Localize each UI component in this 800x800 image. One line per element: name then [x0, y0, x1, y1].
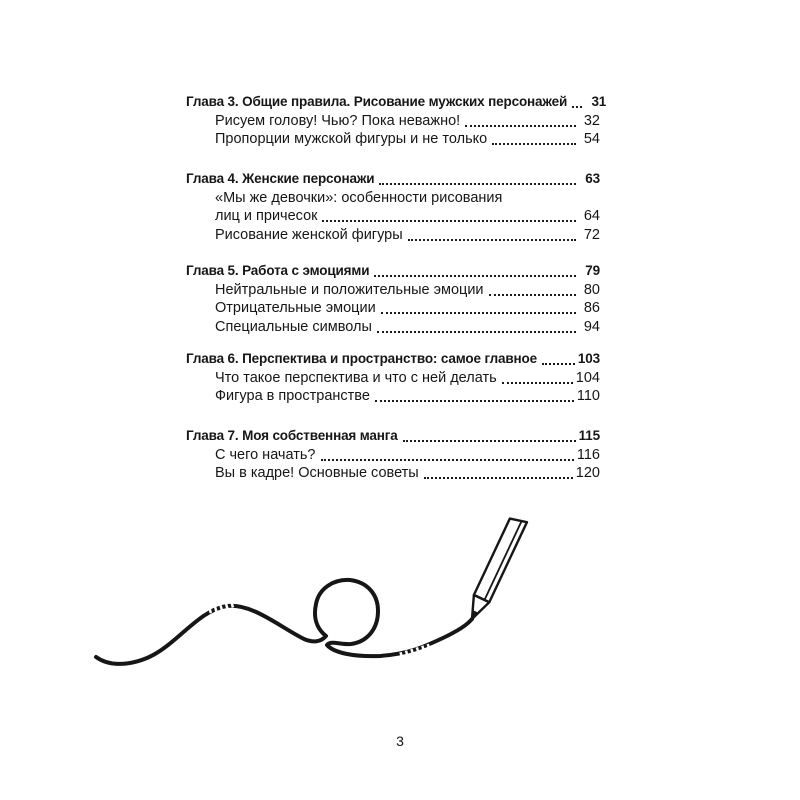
toc-chapter-7: [186, 427, 600, 483]
toc-entry: [186, 318, 600, 337]
toc-entry: [186, 446, 600, 465]
toc-page-number: 64: [583, 208, 600, 224]
toc-chapter-6: [186, 350, 600, 406]
toc-chapter-title: Глава 6. Перспектива и пространство: самое главное: [186, 351, 537, 366]
toc-entry-title: Специальные символы: [215, 318, 372, 335]
toc-entry: [186, 281, 600, 300]
dot-leader: [492, 143, 576, 145]
toc-entry: [186, 369, 600, 388]
squiggle-line: [96, 580, 472, 664]
toc-page-number: 103: [577, 351, 600, 366]
toc-chapter-3: [186, 93, 607, 149]
dot-leader: [322, 220, 576, 222]
dot-leader: [424, 477, 573, 479]
toc-entry: [186, 226, 600, 245]
toc-chapter-heading: [186, 262, 600, 281]
toc-page-number: 54: [583, 131, 600, 147]
toc-page-number: 116: [576, 446, 600, 463]
toc-entry: [186, 207, 600, 226]
toc-entry-title: Вы в кадре! Основные советы: [215, 465, 419, 481]
toc-entry-title: Что такое перспектива и что с ней делать: [215, 369, 497, 386]
toc-entry-title: Фигура в пространстве: [215, 388, 370, 404]
toc-entry-title: Нейтральные и положительные эмоции: [215, 281, 484, 298]
toc-page-number: 120: [575, 465, 600, 481]
toc-chapter-5: [186, 262, 600, 336]
toc-page-number: 115: [578, 428, 600, 443]
dot-leader: [377, 331, 576, 333]
toc-page-number: 31: [591, 94, 607, 109]
toc-chapter-heading: [186, 170, 600, 189]
toc-chapter-title: Глава 7. Моя собственная манга: [186, 428, 398, 443]
toc-chapter-title: Глава 5. Работа с эмоциями: [186, 263, 370, 278]
toc-chapter-4: [186, 170, 600, 244]
dot-leader: [489, 294, 576, 296]
toc-entry-title: «Мы же девочки»: особенности рисования: [215, 189, 503, 206]
dot-leader: [542, 363, 575, 365]
toc-entry: [186, 387, 600, 406]
toc-entry: [186, 130, 600, 149]
dot-leader: [403, 440, 576, 442]
pencil-icon: [464, 515, 527, 623]
toc-page-number: 32: [583, 112, 600, 129]
toc-page-number: 63: [585, 171, 600, 186]
dot-leader: [375, 400, 574, 402]
toc-chapter-title: Глава 3. Общие правила. Рисование мужских персонажей: [186, 94, 568, 109]
toc-page-number: 110: [576, 388, 600, 404]
dot-leader: [572, 106, 582, 108]
toc-page-number: 80: [583, 281, 600, 298]
toc-page-number: 94: [583, 318, 600, 335]
dot-leader: [381, 312, 576, 314]
toc-entry-title: С чего начать?: [215, 446, 316, 463]
toc-page-number: 104: [575, 369, 600, 386]
dot-leader: [374, 275, 576, 277]
toc-entry-title: Пропорции мужской фигуры и не только: [215, 131, 488, 147]
dot-leader: [408, 239, 576, 241]
toc-entry-title: Рисование женской фигуры: [215, 226, 403, 243]
dot-leader: [321, 459, 574, 461]
toc-entry-title: лиц и причесок: [215, 208, 318, 224]
toc-entry-title: Рисуем голову! Чью? Пока неважно!: [215, 112, 461, 129]
toc-entry: [186, 464, 600, 483]
toc-page-number: 86: [583, 300, 600, 316]
toc-entry: [186, 112, 600, 131]
toc-chapter-heading: [186, 427, 600, 446]
toc-entry-title: Отрицательные эмоции: [215, 300, 376, 316]
pencil-squiggle-illustration: [80, 500, 550, 680]
dot-leader: [465, 125, 576, 127]
toc-entry: [186, 299, 600, 318]
dot-leader: [379, 183, 576, 185]
toc-page-number: 72: [583, 226, 600, 243]
toc-entry: [186, 189, 600, 208]
page-number: 3: [396, 733, 404, 749]
toc-chapter-heading: [186, 93, 607, 112]
toc-page-number: 79: [585, 263, 600, 278]
toc-chapter-heading: [186, 350, 600, 369]
toc-chapter-title: Глава 4. Женские персонажи: [186, 171, 375, 186]
dot-leader: [502, 382, 573, 384]
